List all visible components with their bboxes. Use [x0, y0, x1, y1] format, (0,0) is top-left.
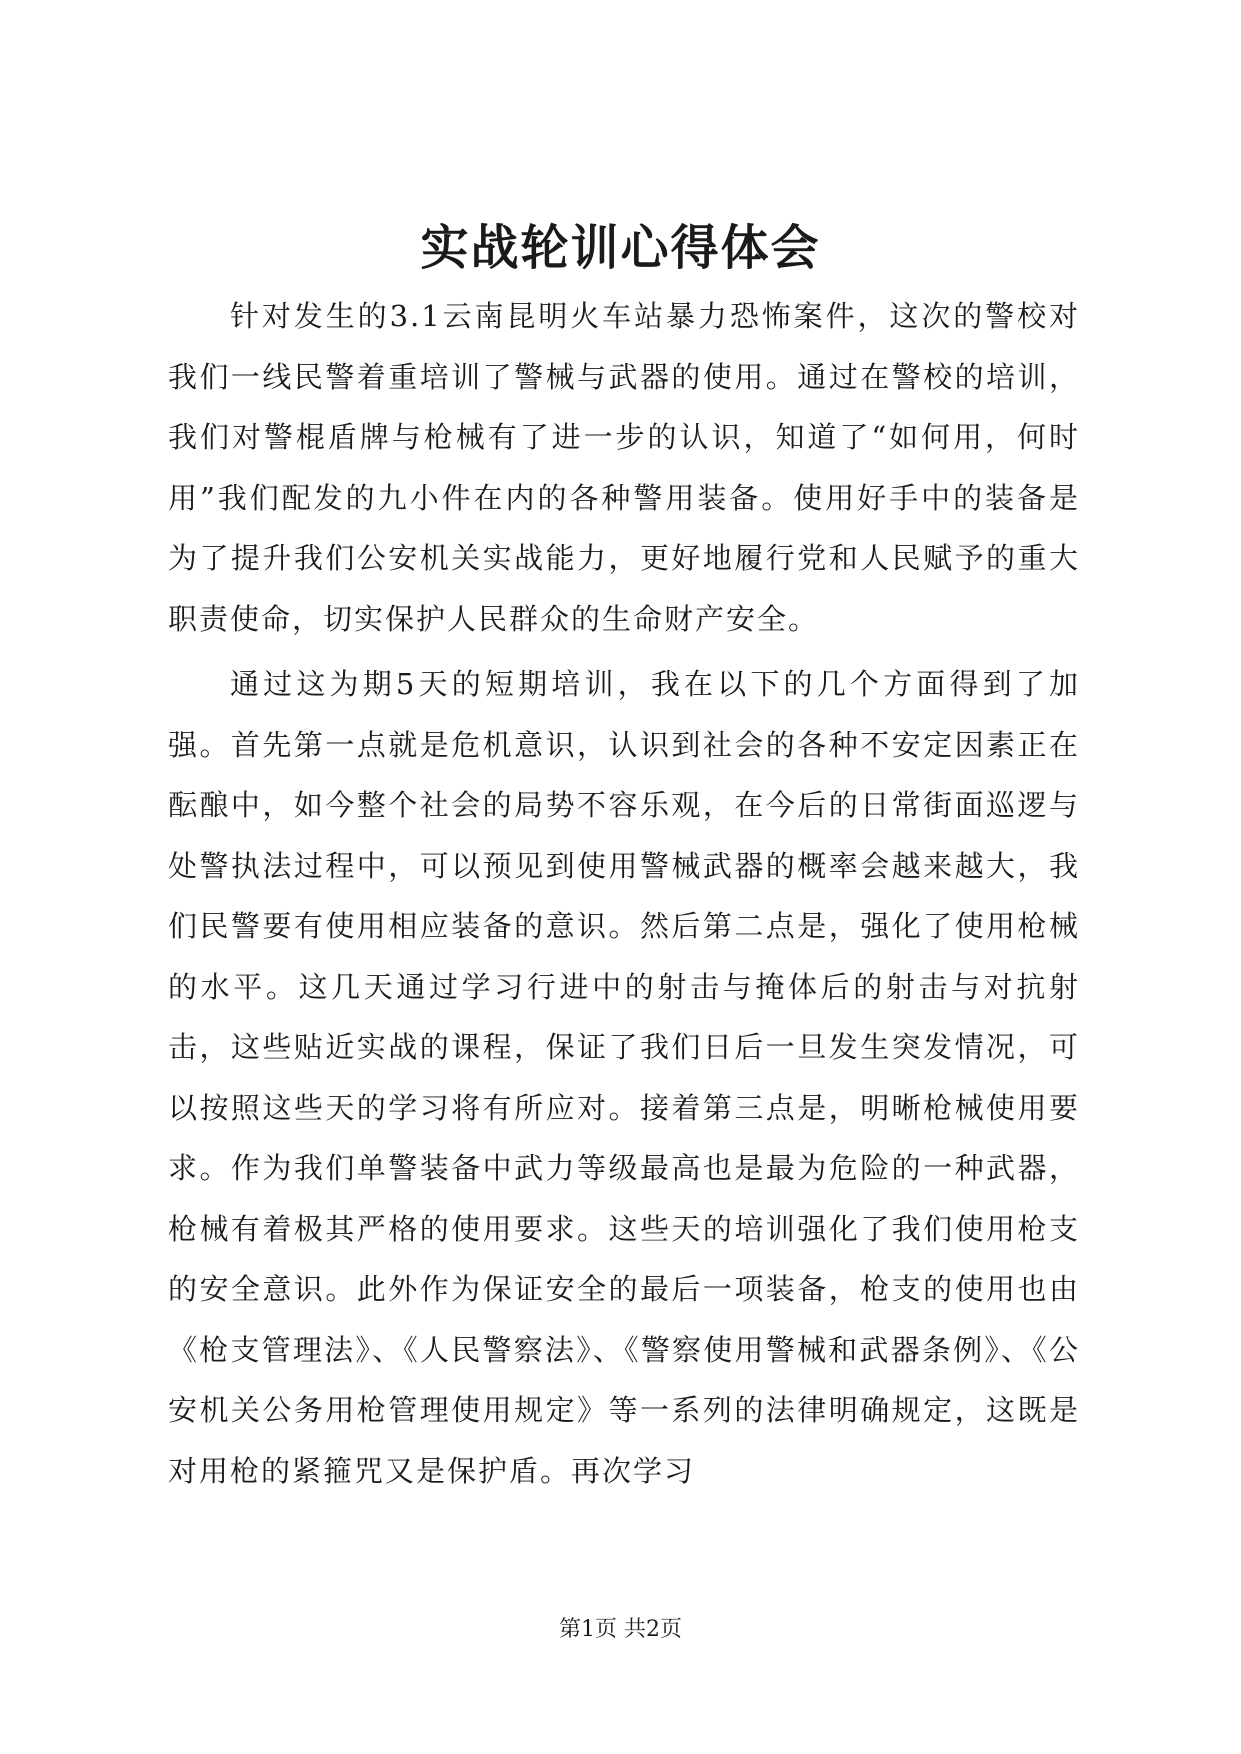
document-body	[168, 286, 1080, 1501]
page-title: 实战轮训心得体会	[420, 220, 821, 276]
paragraph-2: 通过这为期5天的短期培训，我在以下的几个方面得到了加强。首先第一点就是危机意识，认识到社会的各种不安定因素正在酝酿中，如今整个社会的局势不容乐观，在今后的日常街面巡逻与处警执法过程中，可以预见到使用警械武器的概率会越来越大，我们民警要有使用相应装备的意识。然后第二点是，强化了使用枪械的水平。这几天通过学习行进中的射击与掩体后的射击与对抗射击，这些贴近实战的课程，保证了我们日后一旦发生突发情况，可以按照这些天的学习将有所应对。接着第三点是，明晰枪械使用要求。作为我们单警装备中武力等级最高也是最为危险的一种武器，枪械有着极其严格的使用要求。这些天的培训强化了我们使用枪支的安全意识。此外作为保证安全的最后一项装备，枪支的使用也由《枪支管理法》、《人民警察法》、《警察使用警械和武器条例》、《公安机关公务用枪管理使用规定》等一系列的法律明确规定，这既是对用枪的紧箍咒又是保护盾。再次学习	[168, 667, 1080, 1488]
paragraph-1: 针对发生的3.1云南昆明火车站暴力恐怖案件，这次的警校对我们一线民警着重培训了警械与武器的使用。通过在警校的培训，我们对警棍盾牌与枪械有了进一步的认识，知道了“如何用，何时用”我们配发的九小件在内的各种警用装备。使用好手中的装备是为了提升我们公安机关实战能力，更好地履行党和人民赋予的重大职责使命，切实保护人民群众的生命财产安全。	[168, 299, 1080, 636]
page-number-footer: 第1页 共2页	[559, 1617, 682, 1642]
